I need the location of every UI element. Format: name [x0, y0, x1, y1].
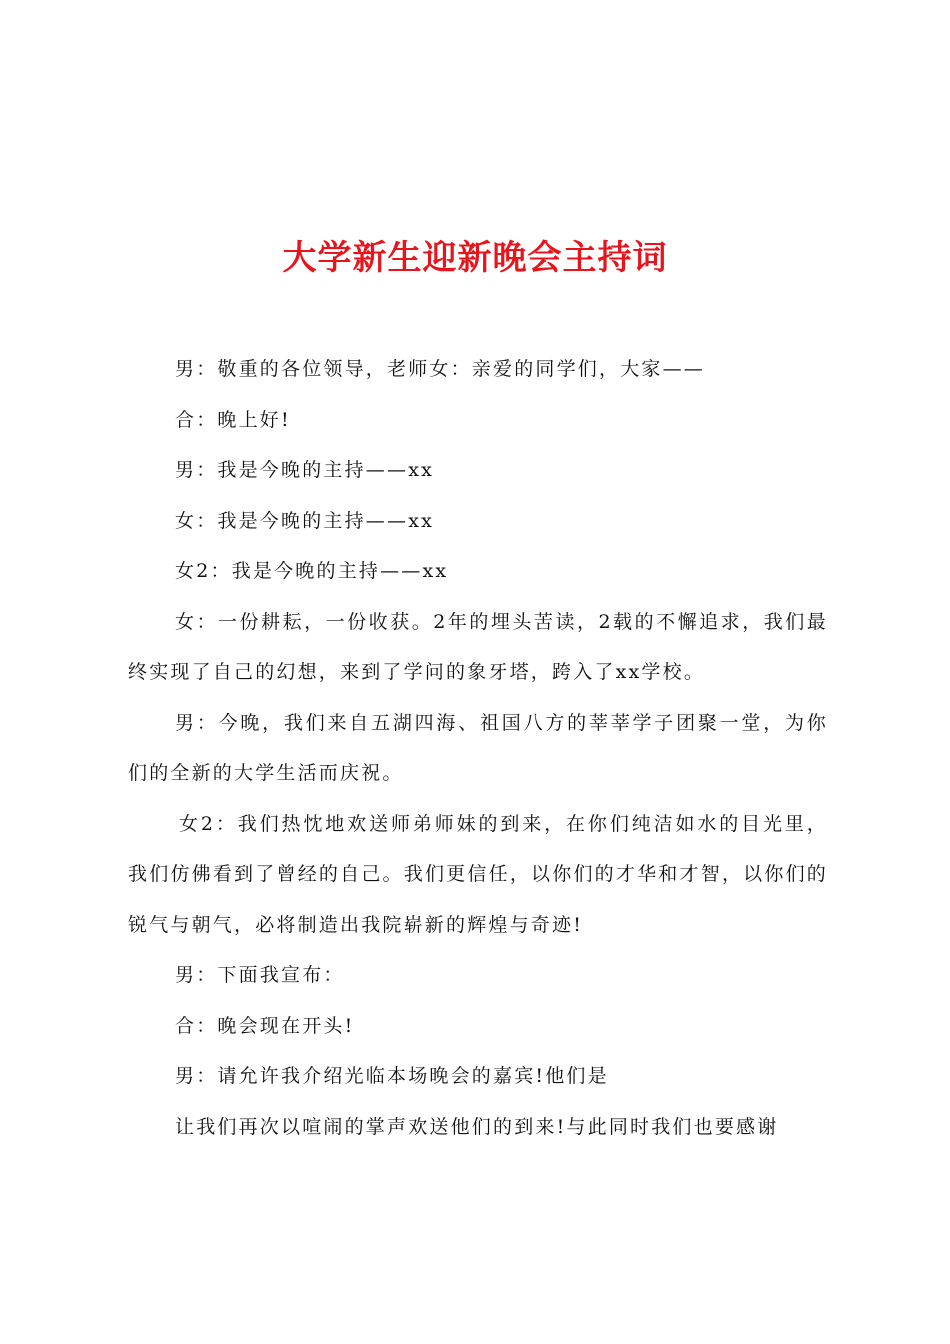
- paragraph-3: 男：我是今晚的主持——xx: [175, 459, 435, 481]
- paragraph-2: 合：晚上好!: [175, 408, 291, 431]
- document-title: 大学新生迎新晚会主持词: [282, 237, 668, 278]
- paragraph-8: 女2：我们热忱地欢送师弟师妹的到来，在你们纯洁如水的目光里，我们仿佛看到了曾经的自己。我们更信任，以你们的才华和才智，以你们的锐气与朝气，必将制造出我院崭新的辉煌与奇迹!: [128, 812, 828, 936]
- paragraph-11: 男：请允许我介绍光临本场晚会的嘉宾!他们是: [175, 1065, 609, 1087]
- document-body: [128, 344, 828, 1152]
- paragraph-12: 让我们再次以喧闹的掌声欢送他们的到来!与此同时我们也要感谢: [175, 1115, 779, 1138]
- paragraph-5: 女2：我是今晚的主持——xx: [175, 560, 449, 582]
- paragraph-10: 合：晚会现在开头!: [175, 1014, 355, 1037]
- paragraph-4: 女：我是今晚的主持——xx: [175, 509, 435, 532]
- paragraph-7: 男：今晚，我们来自五湖四海、祖国八方的莘莘学子团聚一堂，为你们的全新的大学生活而庆祝。: [128, 711, 828, 784]
- paragraph-1: 男：敬重的各位领导，老师女：亲爱的同学们，大家——: [175, 358, 706, 380]
- paragraph-9: 男：下面我宣布：: [175, 964, 345, 986]
- paragraph-6: 女：一份耕耘，一份收获。2年的埋头苦读，2载的不懈追求，我们最终实现了自己的幻想，来到了学问的象牙塔，跨入了xx学校。: [128, 610, 828, 683]
